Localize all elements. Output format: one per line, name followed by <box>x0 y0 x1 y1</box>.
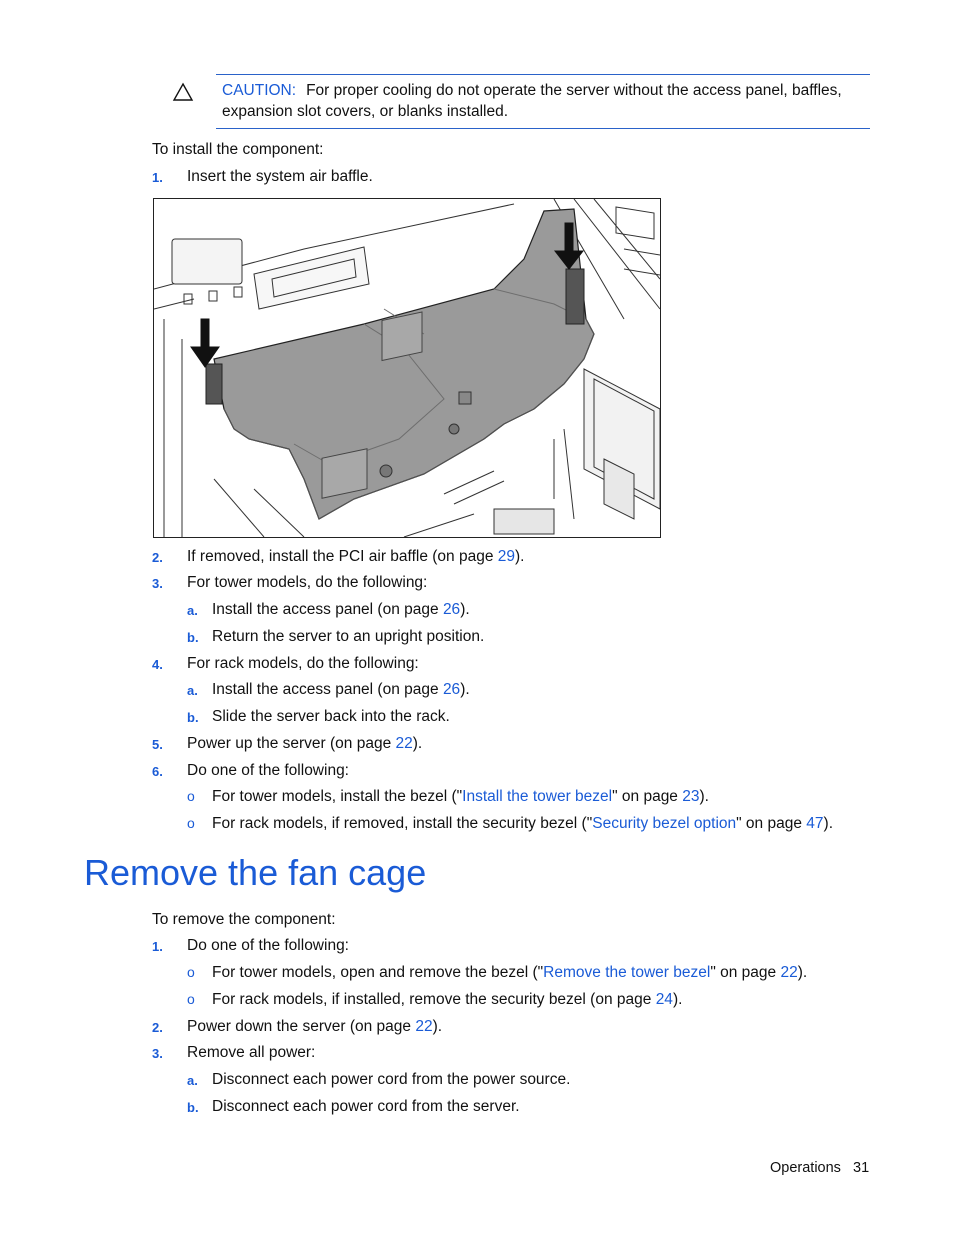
substep-letter: b. <box>187 1100 199 1115</box>
page-link[interactable]: 22 <box>415 1018 433 1035</box>
step-text-prefix: Power down the server (on page <box>187 1018 416 1035</box>
substep-text-prefix: Install the access panel (on page <box>212 601 443 618</box>
page-link[interactable]: 26 <box>442 601 461 618</box>
bullet-text-suffix: ). <box>672 991 683 1008</box>
bullet-text-middle: " on page <box>612 788 683 805</box>
step-number: 6. <box>152 764 163 779</box>
step-number: 2. <box>152 550 163 565</box>
step-text: Insert the system air baffle. <box>187 168 373 185</box>
bullet-text <box>212 815 833 833</box>
caution-message <box>222 80 862 122</box>
step-text: Remove all power: <box>187 1044 316 1061</box>
bullet-text-prefix: For tower models, open and remove the bezel (" <box>212 964 544 981</box>
step-text: Do one of the following: <box>187 937 349 954</box>
caution-label: CAUTION: <box>222 82 297 99</box>
bullet: o <box>187 815 195 831</box>
page-link[interactable]: 47 <box>806 815 824 832</box>
bullet-text-prefix: For rack models, if removed, install the security bezel (" <box>212 815 593 832</box>
bullet-text <box>212 788 709 806</box>
substep-text-suffix: ). <box>460 601 470 618</box>
substep-text: Return the server to an upright position. <box>212 628 485 645</box>
bullet: o <box>187 991 195 1007</box>
step-number: 2. <box>152 1020 163 1035</box>
page-number: 31 <box>853 1160 870 1176</box>
substep-letter: a. <box>187 603 198 618</box>
air-baffle-illustration <box>154 199 660 537</box>
bullet-text-suffix: ). <box>699 788 709 805</box>
substep-letter: b. <box>187 630 199 645</box>
topic-link[interactable]: Install the tower bezel <box>462 788 613 805</box>
page-link[interactable]: 29 <box>497 548 515 565</box>
page-link[interactable]: 24 <box>655 991 673 1008</box>
substep-text: Slide the server back into the rack. <box>212 708 450 725</box>
bullet-text-suffix: ). <box>823 815 833 832</box>
step-number: 4. <box>152 657 163 672</box>
step-text: Do one of the following: <box>187 762 349 779</box>
substep-text <box>212 681 470 699</box>
bullet-text-prefix: For tower models, install the bezel (" <box>212 788 463 805</box>
step-number: 5. <box>152 737 163 752</box>
substep-letter: a. <box>187 1073 198 1088</box>
bullet-text-suffix: ). <box>797 964 808 981</box>
bullet: o <box>187 964 195 980</box>
step-text: For tower models, do the following: <box>187 574 428 591</box>
substep-text: Disconnect each power cord from the power source. <box>212 1071 571 1088</box>
bullet: o <box>187 788 195 804</box>
substep-text: Disconnect each power cord from the server. <box>212 1098 520 1115</box>
substep-letter: b. <box>187 710 199 725</box>
page-link[interactable]: 23 <box>682 788 700 805</box>
step-number: 1. <box>152 939 163 954</box>
step-number: 1. <box>152 170 163 185</box>
step-text-prefix: If removed, install the PCI air baffle (on page <box>187 548 498 565</box>
topic-link[interactable]: Security bezel option <box>592 815 737 832</box>
caution-icon <box>172 82 194 107</box>
step-number: 3. <box>152 576 163 591</box>
bullet-text <box>212 991 682 1009</box>
page-link[interactable]: 26 <box>442 681 461 698</box>
step-text-suffix: ). <box>432 1018 443 1035</box>
step-text <box>187 735 422 753</box>
step-text <box>187 1018 442 1036</box>
footer-section: Operations <box>770 1160 841 1176</box>
install-intro: To install the component: <box>152 141 324 158</box>
step-text-suffix: ). <box>515 548 525 565</box>
page-link[interactable]: 22 <box>395 735 413 752</box>
substep-text <box>212 601 470 619</box>
step-text-prefix: Power up the server (on page <box>187 735 396 752</box>
bullet-text <box>212 964 807 982</box>
substep-text-prefix: Install the access panel (on page <box>212 681 443 698</box>
substep-letter: a. <box>187 683 198 698</box>
bullet-text-prefix: For rack models, if installed, remove the security bezel (on page <box>212 991 656 1008</box>
bullet-text-middle: " on page <box>710 964 781 981</box>
caution-box <box>216 74 870 129</box>
topic-link[interactable]: Remove the tower bezel <box>543 964 711 981</box>
step-number: 3. <box>152 1046 163 1061</box>
remove-intro: To remove the component: <box>152 911 336 928</box>
caution-text: For proper cooling do not operate the server without the access panel, baffles, expansion slot covers, or blanks installed. <box>222 82 842 120</box>
bullet-text-middle: " on page <box>736 815 807 832</box>
step-text-suffix: ). <box>412 735 423 752</box>
substep-text-suffix: ). <box>460 681 470 698</box>
air-baffle-figure <box>153 198 661 538</box>
section-heading: Remove the fan cage <box>84 852 427 893</box>
step-text: For rack models, do the following: <box>187 655 419 672</box>
page-link[interactable]: 22 <box>780 964 798 981</box>
step-text <box>187 548 524 566</box>
